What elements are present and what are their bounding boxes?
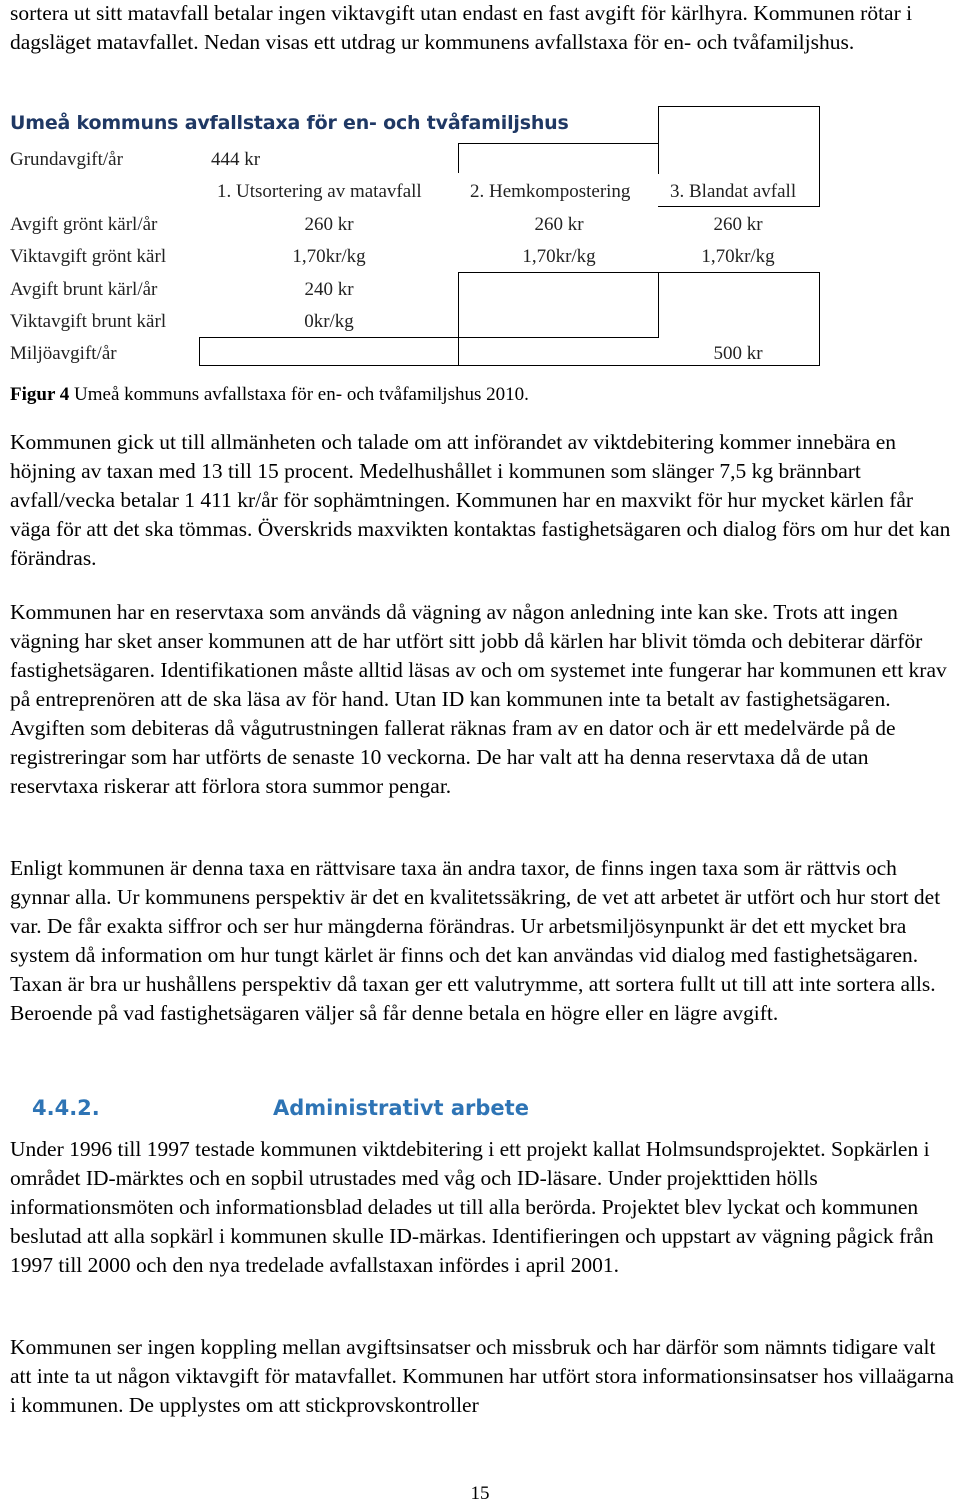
paragraph: Kommunen har en reservtaxa som används då vägning av någon anledning inte kan ske. Trots att ingen vägning har sket anser kommunen att de har utfört sitt jobb då kärlen har blivit tömda och debiterar därför fastighetsägaren. Identifikationen måste alltid läsas av och om systemet inte fungerar har kommunen ett krav på entreprenören att de ska läsa av för hand. Utan ID kan kommunen inte ta betalt av fastighetsägaren. Avgiften som debiteras då vågutrustningen fallerat räknas fram av en dator och är ett medelvärde på de registreringar som har utförts de senaste 10 veckorna. De har valt att ha denna reservtaxa då de utan reservtaxa riskerar att förlora stora summor pengar. xyxy=(10,600,947,798)
table-title: Umeå kommuns avfallstaxa för en- och tvåfamiljshus xyxy=(10,112,569,134)
paragraph: Kommunen ser ingen koppling mellan avgiftsinsatser och missbruk och har därför som nämnts tidigare valt att inte ta ut någon viktavgift för matavfallet. Kommunen har utfört stora informationsinsatser hos villaägarna i kommunen. De upplystes om att stickprovskontroller xyxy=(10,1335,954,1417)
grundavgift-value: 444 kr xyxy=(211,149,261,170)
table-border xyxy=(458,272,820,273)
table-border xyxy=(458,337,658,338)
section-number: 4.4.2. xyxy=(32,1096,100,1120)
table-cell: 1,70kr/kg xyxy=(701,246,775,267)
paragraph: Enligt kommunen är denna taxa en rättvisare taxa än andra taxor, de finns ingen taxa som är rättvis och gynnar alla. Ur kommunens perspektiv är det en kvalitetssäkring, de vet att arbetet är utfört och hur stort det var. De får exakta siffror och ser hur mängderna förändras. Ur arbetsmiljösynpunkt är det ett mycket bra system då information om hur tungt kärlet är finns och det kan användas vid dialog med fastighetsägaren. Taxan är bra ur hushållens perspektiv då taxan ger ett valutrymme, att sortera fullt ut till att inte sortera alls. Beroende på vad fastighetsägaren väljer så får denne betala en högre eller en lägre avgift. xyxy=(10,856,941,1025)
paragraph: Kommunen gick ut till allmänheten och talade om att införandet av viktdebitering kommer innebära en höjning av taxan med 13 till 15 procent. Medelhushållet i kommunen som slänger 7,5 kg brännbart avfall/vecka betalar 1 411 kr/år för sophämtningen. Kommunen har en maxvikt för hur mycket kärlen får väga för att det ska tömmas. Överskrids maxvikten kontaktas fastighetsägaren och dialog förs om hur det kan förändras. xyxy=(10,430,951,570)
table-border xyxy=(658,272,659,338)
table-border xyxy=(658,206,820,207)
row-label: Viktavgift brunt kärl xyxy=(10,311,167,332)
row-label: Avgift brunt kärl/år xyxy=(10,279,158,300)
table-border xyxy=(658,106,820,107)
column-header: 3. Blandat avfall xyxy=(670,181,797,202)
row-label: Miljöavgift/år xyxy=(10,343,117,364)
table-cell: 1,70kr/kg xyxy=(292,246,366,267)
row-label: Avgift grönt kärl/år xyxy=(10,214,158,235)
intro-paragraph: sortera ut sitt matavfall betalar ingen viktavgift utan endast en fast avgift för kärlhyra. Kommunen rötar i dagsläget matavfallet. Nedan visas ett utdrag ur kommunens avfallstaxa för en- och tvåfamiljshus. xyxy=(10,1,913,54)
caption-text: Umeå kommuns avfallstaxa för en- och tvåfamiljshus 2010. xyxy=(69,384,529,405)
table-border xyxy=(658,106,659,174)
table-cell: 0kr/kg xyxy=(304,311,354,332)
row-label: Viktavgift grönt kärl xyxy=(10,246,167,267)
table-border xyxy=(458,143,658,144)
paragraph: Under 1996 till 1997 testade kommunen viktdebitering i ett projekt kallat Holmsundsprojektet. Sopkärlen i området ID-märktes och en sopbil utrustades med våg och ID-läsare. Under projekttiden hölls informationsmöten och informationsblad delades ut till alla berörda. Projektet blev lyckat och kommunen beslutad att alla sopkärl i kommunen skulle ID-märkas. Identifieringen och uppstart av vägning pågick från 1997 till 2000 och den nya tredelade avfallstaxan infördes i april 2001. xyxy=(10,1137,934,1277)
table-cell: 260 kr xyxy=(534,214,584,235)
caption-label: Figur 4 xyxy=(10,384,70,405)
table-border xyxy=(199,337,200,366)
column-header: 1. Utsortering av matavfall xyxy=(217,181,422,202)
table-cell: 500 kr xyxy=(713,343,763,364)
page-number: 15 xyxy=(470,1483,490,1504)
table-border xyxy=(199,365,820,366)
table-border xyxy=(819,106,820,207)
table-border xyxy=(458,143,459,173)
table-border xyxy=(199,337,458,338)
table-cell: 240 kr xyxy=(304,279,354,300)
table-cell: 260 kr xyxy=(713,214,763,235)
column-header: 2. Hemkompostering xyxy=(470,181,631,202)
section-heading: Administrativt arbete xyxy=(273,1096,529,1120)
table-border xyxy=(458,272,459,366)
table-cell: 260 kr xyxy=(304,214,354,235)
table-cell: 1,70kr/kg xyxy=(522,246,596,267)
figure-caption xyxy=(10,384,529,406)
grundavgift-label: Grundavgift/år xyxy=(10,149,123,170)
